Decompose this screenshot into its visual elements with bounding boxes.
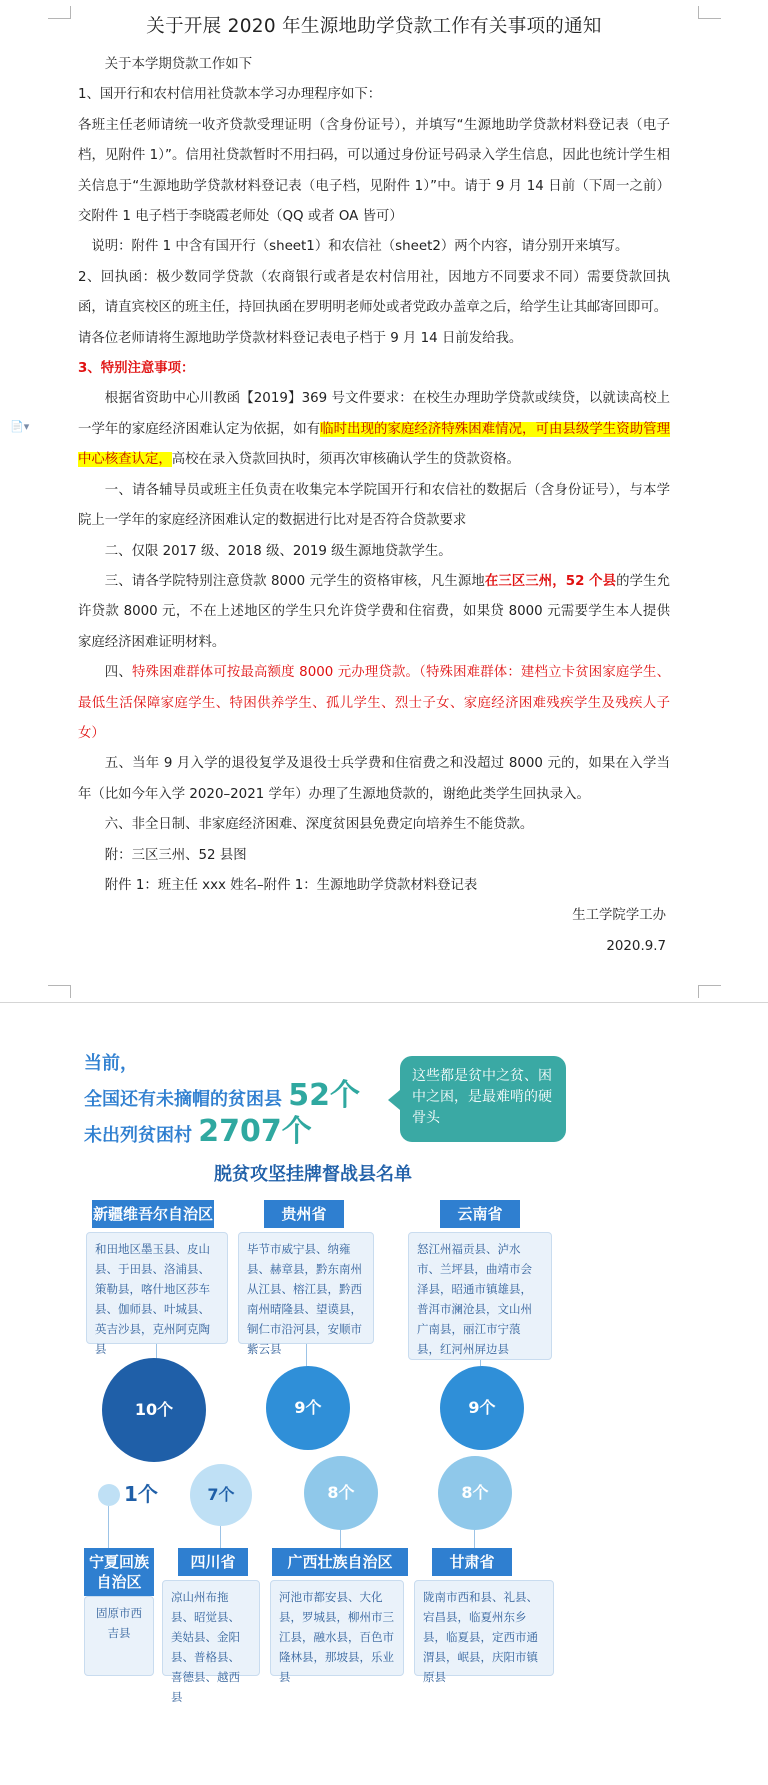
region-counties-sichuan: 凉山州布拖县、昭觉县、美姑县、金阳县、普格县、喜德县、越西县 [162, 1580, 260, 1676]
region-tag-gansu: 甘肃省 [432, 1548, 512, 1576]
page-corner-mark [48, 985, 71, 998]
item4-red-text: 特殊困难群体可按最高额度 8000 元办理贷款。（特殊困难群体：建档立卡贫困家庭学生、最低生活保障家庭学生、特困供养学生、孤儿学生、烈士子女、家庭经济困难残疾学生及残疾人子女） [78, 665, 671, 741]
count-circle-yunnan: 9个 [440, 1366, 524, 1450]
region-counties-xinjiang: 和田地区墨玉县、皮山县、于田县、洛浦县、策勒县，喀什地区莎车县、伽师县、叶城县、英吉沙县，克州阿克陶县 [86, 1232, 228, 1344]
connector-line [220, 1526, 221, 1548]
attachment-form: 附件 1：班主任 xxx 姓名–附件 1：生源地助学贷款材料登记表 [104, 877, 478, 893]
page-corner-mark [698, 985, 721, 998]
item-6: 六、非全日制、非家庭经济困难、深度贫困县免费定向培养生不能贷款。 [104, 817, 534, 833]
section3-heading: 3、特别注意事项： [78, 361, 195, 377]
connector-line [306, 1344, 307, 1368]
speech-bubble: 这些都是贫中之贫、困中之困，是最难啃的硬骨头 [400, 1056, 566, 1142]
section2-text: 2、回执函：极少数同学贷款（农商银行或者是农村信用社，因地方不同要求不同）需要贷款回执函，请直宾校区的班主任，持回执函在罗明明老师处或者党政办盖章之后，给学生让其邮寄回即可。 [78, 269, 670, 316]
connector-line [340, 1530, 341, 1548]
header-village-count: 2707个 [198, 1114, 312, 1149]
header-line2 [84, 1080, 360, 1116]
count-circle-sichuan: 7个 [190, 1464, 252, 1526]
region-tag-ningxia: 宁夏回族自治区 [84, 1548, 154, 1596]
region-tag-guizhou: 贵州省 [264, 1200, 344, 1228]
header-line3 [84, 1116, 360, 1152]
count-circle-xinjiang: 10个 [102, 1358, 206, 1462]
header-county-count: 52个 [288, 1078, 361, 1113]
region-tag-xinjiang: 新疆维吾尔自治区 [92, 1200, 214, 1228]
header-line2-text: 全国还有未摘帽的贫困县 [84, 1089, 282, 1110]
connector-line [108, 1506, 109, 1548]
region-counties-gansu: 陇南市西和县、礼县、宕昌县，临夏州东乡县，临夏县，定西市通渭县，岷县，庆阳市镇原县 [414, 1580, 554, 1676]
region-tag-yunnan: 云南省 [440, 1200, 520, 1228]
count-circle-guangxi: 8个 [304, 1456, 378, 1530]
item4-prefix: 四、 [104, 665, 132, 681]
page-corner-mark [48, 6, 71, 19]
document-title: 关于开展 2020 年生源地助学贷款工作有关事项的通知 [146, 16, 602, 37]
highlight-text: 临时出现的家庭经济特殊困难情况，可由县级学生资助管理中心核查认定， [78, 421, 671, 468]
item-3 [78, 567, 670, 658]
count-circle-gansu: 8个 [438, 1456, 512, 1530]
item-1: 一、请各辅导员或班主任负责在收集完本学院国开行和农信社的数据后（含身份证号），与本学院上一学年的家庭经济困难认定的数据进行比对是否符合贷款要求 [78, 482, 670, 529]
connector-line [474, 1530, 475, 1548]
intro-text: 关于本学期贷款工作如下 [104, 57, 253, 72]
item3-text-b: 的学生允许贷款 8000 元，不在上述地区的学生只允许贷学费和住宿费，如果贷 8000 元需要学生本人提供家庭经济困难证明材料。 [78, 573, 670, 650]
region-counties-yunnan: 怒江州福贡县、泸水市、兰坪县，曲靖市会泽县，昭通市镇雄县，普洱市澜沧县，文山州广南县，丽江市宁蒗县，红河州屏边县 [408, 1232, 552, 1360]
attachment-map: 附：三区三州、52 县图 [104, 847, 247, 863]
region-tag-guangxi: 广西壮族自治区 [272, 1548, 408, 1576]
note-text: 说明：附件 1 中含有国开行（sheet1）和农信社（sheet2）两个内容，请分别开来填写。 [91, 239, 629, 255]
header-line1: 当前， [84, 1053, 138, 1074]
list-title: 脱贫攻坚挂牌督战县名单 [214, 1164, 412, 1185]
item3-text-a: 三、请各学院特别注意贷款 8000 元学生的资格审核，凡生源地 [104, 573, 485, 589]
region-counties-ningxia: 固原市西吉县 [84, 1596, 154, 1676]
item3-red-text: 在三区三州，52 个县 [484, 573, 617, 589]
region-counties-guizhou: 毕节市威宁县、纳雍县、赫章县，黔东南州从江县、榕江县，黔西南州晴隆县、望谟县，铜仁市沿河县，安顺市紫云县 [238, 1232, 374, 1344]
s3-text-b: 高校在录入贷款回执时，须再次审核确认学生的贷款资格。 [171, 452, 520, 468]
dot-ningxia [98, 1484, 120, 1506]
count-ningxia: 1个 [124, 1482, 158, 1506]
header-line3-text: 未出列贫困村 [84, 1125, 192, 1146]
request-text: 请各位老师请将生源地助学贷款材料登记表电子档于 9 月 14 日前发给我。 [78, 330, 523, 346]
signer: 生工学院学工办 [572, 908, 666, 924]
section1-body: 各班主任老师请统一收齐贷款受理证明（含身份证号），并填写“生源地助学贷款材料登记表（电子档，见附件 1）”。信用社贷款暂时不用扫码，可以通过身份证号码录入学生信息，因此也统计学生相关信息于“生源地助学贷款材料登记表（电子档，见附件 1）”中。请于 9 月 14 日前（下周一之前）交附件 1 电子档于李晓霞老师处（QQ 或者 OA 皆可） [78, 117, 670, 225]
section3-paragraph [78, 384, 670, 475]
item-5: 五、当年 9 月入学的退役复学及退役士兵学费和住宿费之和没超过 8000 元的，如果在入学当年（比如今年入学 2020–2021 学年）办理了生源地贷款的，谢绝此类学生回执录入。 [78, 756, 670, 802]
page-corner-mark [698, 6, 721, 19]
count-circle-guizhou: 9个 [266, 1366, 350, 1450]
page-divider [0, 1002, 768, 1003]
s3-text-a: 根据省资助中心川教函【2019】369 号文件要求：在校生办理助学贷款或续贷，以就读高校上一学年的家庭经济困难认定为依据，如有 [78, 391, 670, 437]
item-4 [78, 658, 670, 749]
infographic [84, 1040, 584, 1704]
section1-heading: 1、国开行和农村信用社贷款本学习办理程序如下： [78, 87, 382, 103]
region-counties-guangxi: 河池市都安县、大化县，罗城县，柳州市三江县，融水县，百色市隆林县，那坡县，乐业县 [270, 1580, 404, 1676]
region-tag-sichuan: 四川省 [178, 1548, 248, 1576]
document-icon[interactable]: 📄▾ [10, 420, 30, 433]
infographic-header [84, 1048, 360, 1152]
document-date: 2020.9.7 [606, 938, 666, 954]
item-2: 二、仅限 2017 级、2018 级、2019 级生源地贷款学生。 [104, 543, 452, 559]
document-body [78, 0, 670, 962]
